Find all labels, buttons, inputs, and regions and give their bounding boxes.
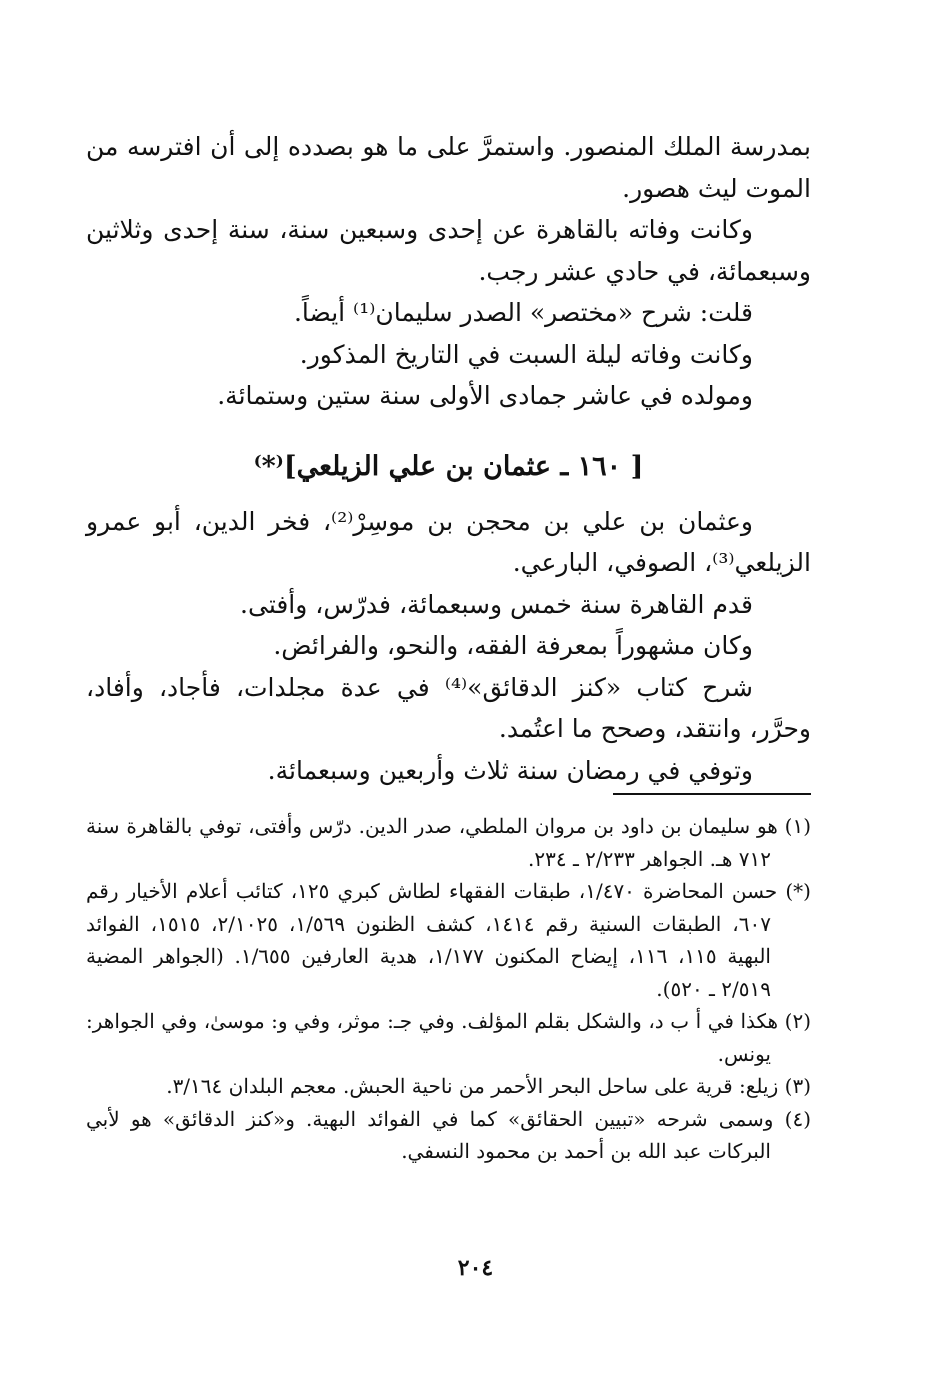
footnote: (١) هو سليمان بن داود بن مروان الملطي، صدر الدين. درّس وأفتى، توفي بالقاهرة سنة ٧١٢ هـ. الجواهر ٢/٢٣٣ ـ ٢٣٤. [86,814,811,871]
page-number: ٢٠٤ [457,1255,494,1281]
paragraph: وكان مشهوراً بمعرفة الفقه، والنحو، والفرائض. [273,631,753,660]
paragraph: وتوفي في رمضان سنة ثلاث وأربعين وسبعمائة. [267,755,753,785]
paragraph: قدم القاهرة سنة خمس وسبعمائة، فدرّس، وأفتى. [240,589,753,619]
footnote: (٤) وسمى شرحه «تبيين الحقائق» كما في الفوائد البهية. و«كنز الدقائق» هو لأبي البركات عبد الله بن أحمد بن محمود النسفي. [86,1106,811,1163]
paragraph: وكانت وفاته ليلة السبت في التاريخ المذكور. [299,339,753,369]
paragraph: وكانت وفاته بالقاهرة عن إحدى وسبعين سنة، سنة إحدى وثلاثين وسبعمائة، في حادي عشر رجب. [86,215,811,286]
paragraph: بمدرسة الملك المنصور. واستمرَّ على ما هو بصدده إلى أن افترسه من الموت ليث هصور. [86,132,811,203]
footnote: (*) حسن المحاضرة ١/٤٧٠، طبقات الفقهاء لطاش كبري ١٢٥، كتائب أعلام الأخيار رقم ٦٠٧، الطبقات السنية رقم ١٤١٤، كشف الظنون ١/٥٦٩، ٢/١٠٢٥، ١٥١٥، الفوائد البهية ١١٥، ١١٦، إيضاح المكنون ١/١٧٧، هدية العارفين ١/٦٥٥. (الجواهر المضية ٢/٥١٩ ـ ٥٢٠). [86,879,811,1001]
main-text [86,126,811,791]
paragraph: قلت: شرح «مختصر» الصدر سليمان⁽¹⁾ أيضاً. [293,298,753,327]
paragraph: وعثمان بن علي بن محجن بن موسِرْ⁽²⁾، فخر الدين، أبو عمرو الزيلعي⁽³⁾، الصوفي، البارعي. [86,506,811,577]
footnote-separator [613,793,811,795]
footnotes [86,810,811,1168]
paragraph: شرح كتاب «كنز الدقائق»⁽⁴⁾ في عدة مجلدات، فأجاد، وأفاد، وحرَّر، وانتقد، وصحح ما اعتُمد. [86,672,811,743]
paragraph: ومولده في عاشر جمادى الأولى سنة ستين وستمائة. [217,381,753,410]
footnote: (٣) زيلع: قرية على ساحل البحر الأحمر من ناحية الحبش. معجم البلدان ٣/١٦٤. [166,1074,811,1098]
footnote: (٢) هكذا في أ ب د، والشكل بقلم المؤلف. وفي جـ: موثر، وفي و: موسىٰ، وفي الجواهر: يونس. [86,1009,811,1066]
section-heading: [ ١٦٠ ـ عثمان بن علي الزيلعي]⁽*⁾ [253,450,644,482]
